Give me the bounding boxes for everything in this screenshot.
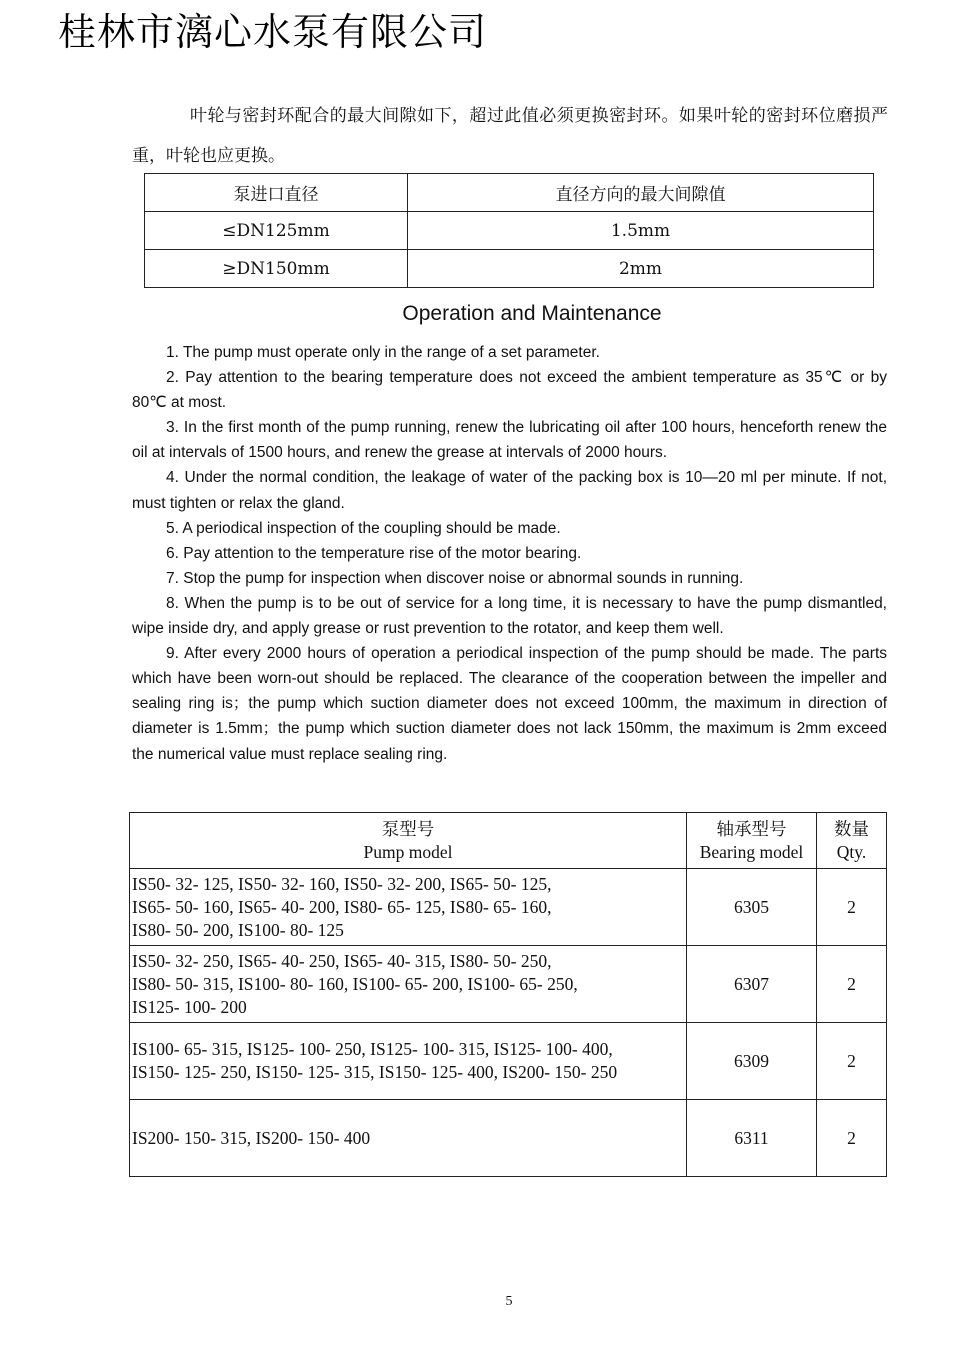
model-line: IS65- 50- 160, IS65- 40- 200, IS80- 65- 125, IS80- 65- 160, xyxy=(132,896,552,917)
cell-inlet-diameter: ≥DN150mm xyxy=(145,250,408,288)
cell-bearing-model: 6307 xyxy=(687,946,817,1023)
header-qty-cn: 数量 xyxy=(834,818,869,839)
intro-paragraph: 叶轮与密封环配合的最大间隙如下，超过此值必须更换密封环。如果叶轮的密封环位磨损严重，叶轮也应更换。 xyxy=(132,106,888,166)
cell-pump-models xyxy=(130,869,687,946)
table-row xyxy=(130,869,887,946)
cell-qty: 2 xyxy=(817,1100,887,1177)
header-qty xyxy=(817,813,887,869)
model-line: IS80- 50- 315, IS100- 80- 160, IS100- 65- 200, IS100- 65- 250, xyxy=(132,973,578,994)
bearing-table xyxy=(129,812,887,1177)
cell-qty: 2 xyxy=(817,946,887,1023)
table-header-row xyxy=(130,813,887,869)
table-row xyxy=(130,946,887,1023)
cell-bearing-model: 6309 xyxy=(687,1023,817,1100)
model-line: IS200- 150- 315, IS200- 150- 400 xyxy=(132,1127,371,1148)
page-number: 5 xyxy=(505,1294,513,1309)
cell-max-clearance: 2mm xyxy=(408,250,874,288)
list-item: 3. In the first month of the pump running, renew the lubricating oil after 100 hours, henceforth renew the oil at intervals of 1500 hours, and renew the grease at intervals of 2000 hours. xyxy=(132,419,887,462)
list-item: 4. Under the normal condition, the leakage of water of the packing box is 10—20 ml per minute. If not, must tighten or relax the gland. xyxy=(132,469,887,512)
header-pump-model xyxy=(130,813,687,869)
section-title: Operation and Maintenance xyxy=(402,302,662,325)
header-bearing-model-cn: 轴承型号 xyxy=(716,818,787,839)
header-max-clearance: 直径方向的最大间隙值 xyxy=(408,174,874,212)
header-pump-model-en: Pump model xyxy=(363,841,453,862)
cell-pump-models xyxy=(130,1100,687,1177)
header-bearing-model-en: Bearing model xyxy=(699,841,804,862)
model-line: IS50- 32- 250, IS65- 40- 250, IS65- 40- 315, IS80- 50- 250, xyxy=(132,950,552,971)
list-item: 2. Pay attention to the bearing temperature does not exceed the ambient temperature as 35℃ or by 80℃ at most. xyxy=(132,369,887,412)
cell-pump-models xyxy=(130,946,687,1023)
list-item: 1. The pump must operate only in the range of a set parameter. xyxy=(166,344,600,361)
list-item: 7. Stop the pump for inspection when discover noise or abnormal sounds in running. xyxy=(166,569,744,587)
header-bearing-model xyxy=(687,813,817,869)
clearance-table xyxy=(144,173,874,288)
model-line: IS150- 125- 250, IS150- 125- 315, IS150- 125- 400, IS200- 150- 250 xyxy=(132,1062,618,1082)
cell-max-clearance: 1.5mm xyxy=(408,212,874,250)
model-line: IS50- 32- 125, IS50- 32- 160, IS50- 32- 200, IS65- 50- 125, xyxy=(132,873,552,894)
cell-bearing-model: 6305 xyxy=(687,869,817,946)
model-line: IS100- 65- 315, IS125- 100- 250, IS125- 100- 315, IS125- 100- 400, xyxy=(132,1039,613,1059)
header-pump-model-cn: 泵型号 xyxy=(381,818,435,839)
operation-list xyxy=(132,340,887,767)
table-row xyxy=(130,1023,887,1100)
list-item: 8. When the pump is to be out of service for a long time, it is necessary to have the pump dismantled, wipe inside dry, and apply grease or rust prevention to the rotator, and keep them well. xyxy=(132,594,887,638)
cell-inlet-diameter: ≤DN125mm xyxy=(145,212,408,250)
table-row xyxy=(145,212,874,250)
cell-bearing-model: 6311 xyxy=(687,1100,817,1177)
cell-pump-models xyxy=(130,1023,687,1100)
table-row xyxy=(145,250,874,288)
model-line: IS125- 100- 200 xyxy=(132,996,247,1017)
list-item: 9. After every 2000 hours of operation a periodical inspection of the pump should be made. The parts which have been worn-out should be replaced. The clearance of the cooperation between the impeller and sealing ring is；the pump which suction diameter does not exceed 100mm, the maximum in direction of diameter is 1.5mm；the pump which suction diameter does not lack 150mm, the maximum is 2mm exceed the numerical value must replace sealing ring. xyxy=(132,645,887,763)
header-qty-en: Qty. xyxy=(836,841,867,862)
table-row xyxy=(130,1100,887,1177)
company-name: 桂林市漓心水泵有限公司 xyxy=(58,10,488,54)
list-item: 5. A periodical inspection of the coupling should be made. xyxy=(166,519,561,537)
header-inlet-diameter: 泵进口直径 xyxy=(145,174,408,212)
model-line: IS80- 50- 200, IS100- 80- 125 xyxy=(132,919,344,940)
cell-qty: 2 xyxy=(817,1023,887,1100)
cell-qty: 2 xyxy=(817,869,887,946)
list-item: 6. Pay attention to the temperature rise of the motor bearing. xyxy=(166,544,582,562)
table-header-row xyxy=(145,174,874,212)
